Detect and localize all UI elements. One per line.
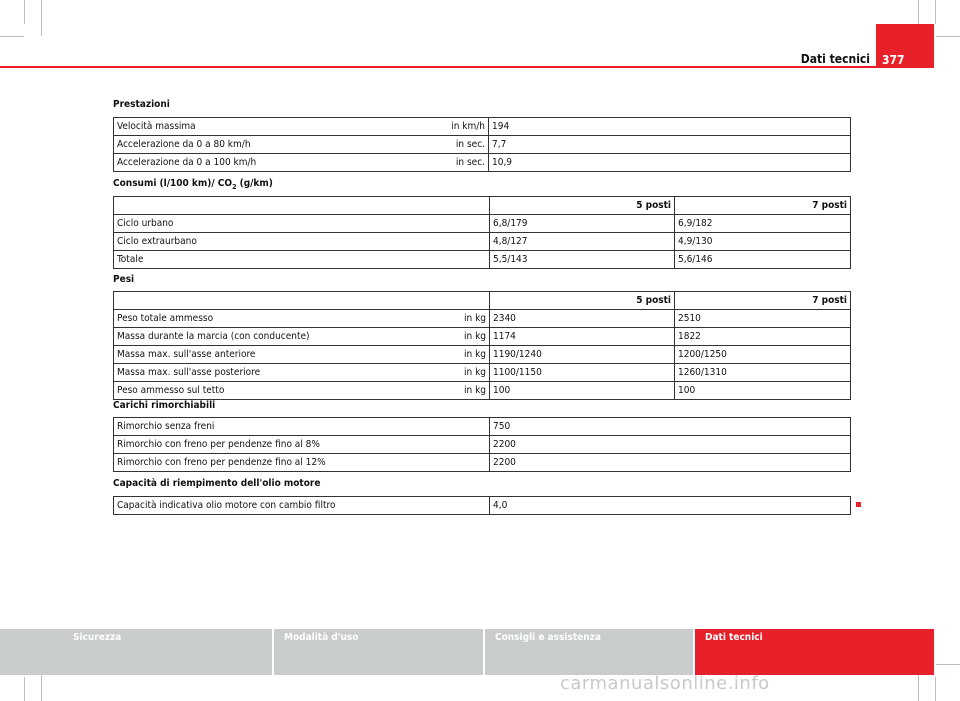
row-label: Peso totale ammesso [114, 310, 423, 328]
row-label: Velocità massima [114, 118, 423, 136]
table-prestazioni [113, 117, 851, 172]
row-value: 750 [490, 418, 851, 436]
row-label: Rimorchio con freno per pendenze fino al 12% [114, 454, 490, 472]
crop-mark [936, 664, 960, 665]
table-consumi [113, 196, 851, 269]
tab-sicurezza[interactable]: Sicurezza [0, 629, 272, 675]
crop-mark [24, 0, 25, 24]
header-5-posti: 5 posti [490, 197, 675, 215]
table-row [114, 154, 851, 172]
row-value: 4,0 [490, 497, 851, 515]
row-value-7: 1822 [675, 328, 851, 346]
table-row [114, 215, 851, 233]
row-value: 194 [489, 118, 851, 136]
tab-modalita-uso[interactable]: Modalità d'uso [274, 629, 483, 675]
row-label: Massa durante la marcia (con conducente) [114, 328, 423, 346]
table-row [114, 251, 851, 269]
table-row [114, 454, 851, 472]
title-end: (g/km) [236, 178, 273, 189]
header-blank [114, 292, 490, 310]
row-unit: in kg [423, 310, 490, 328]
row-value-5: 1174 [490, 328, 675, 346]
header-5-posti: 5 posti [490, 292, 675, 310]
row-unit: in kg [423, 328, 490, 346]
row-value-7: 5,6/146 [675, 251, 851, 269]
row-unit: in kg [423, 382, 490, 400]
row-label: Peso ammesso sul tetto [114, 382, 423, 400]
table-header-row [114, 197, 851, 215]
crop-mark [935, 0, 936, 24]
row-value-5: 2340 [490, 310, 675, 328]
section-title-consumi [113, 178, 273, 191]
row-value-7: 4,9/130 [675, 233, 851, 251]
table-row [114, 310, 851, 328]
section-title-carichi: Carichi rimorchiabili [113, 400, 216, 411]
row-unit: in sec. [422, 136, 489, 154]
page-title: Dati tecnici [800, 52, 870, 66]
row-label: Accelerazione da 0 a 80 km/h [114, 136, 423, 154]
table-row [114, 418, 851, 436]
row-label: Massa max. sull'asse anteriore [114, 346, 423, 364]
section-title-pesi: Pesi [113, 274, 135, 285]
table-row [114, 328, 851, 346]
row-value-7: 6,9/182 [675, 215, 851, 233]
title-main: Consumi (l/100 km)/ CO [113, 178, 233, 189]
row-label: Rimorchio con freno per pendenze fino al 8% [114, 436, 490, 454]
table-row [114, 136, 851, 154]
row-label: Ciclo extraurbano [114, 233, 490, 251]
table-header-row [114, 292, 851, 310]
row-value-5: 6,8/179 [490, 215, 675, 233]
page-number: 377 [876, 24, 934, 68]
table-row [114, 364, 851, 382]
row-value-7: 1260/1310 [675, 364, 851, 382]
row-value-7: 100 [675, 382, 851, 400]
header-7-posti: 7 posti [675, 292, 851, 310]
crop-mark [24, 677, 25, 701]
table-row [114, 233, 851, 251]
section-title-olio: Capacità di riempimento dell'olio motore [113, 478, 321, 489]
row-value-5: 100 [490, 382, 675, 400]
row-value-5: 4,8/127 [490, 233, 675, 251]
table-pesi [113, 291, 851, 400]
title-subscript: 2 [232, 183, 237, 191]
table-row [114, 497, 851, 515]
table-row [114, 436, 851, 454]
row-value-5: 1100/1150 [490, 364, 675, 382]
row-unit: in km/h [422, 118, 489, 136]
row-value: 10,9 [489, 154, 851, 172]
row-label: Massa max. sull'asse posteriore [114, 364, 423, 382]
footer-nav [0, 629, 934, 675]
table-row [114, 382, 851, 400]
crop-mark [936, 36, 960, 37]
crop-mark [0, 36, 24, 37]
crop-mark [935, 677, 936, 701]
table-row [114, 118, 851, 136]
section-title-prestazioni: Prestazioni [113, 99, 170, 110]
header-7-posti: 7 posti [675, 197, 851, 215]
row-label: Totale [114, 251, 490, 269]
row-value: 2200 [490, 454, 851, 472]
row-label: Capacità indicativa olio motore con cambio filtro [114, 497, 490, 515]
row-unit: in kg [423, 364, 490, 382]
row-value: 2200 [490, 436, 851, 454]
tab-dati-tecnici[interactable]: Dati tecnici [695, 629, 934, 675]
table-olio [113, 496, 851, 515]
row-value-5: 5,5/143 [490, 251, 675, 269]
end-marker-icon [856, 502, 861, 507]
row-label: Rimorchio senza freni [114, 418, 490, 436]
row-unit: in kg [423, 346, 490, 364]
row-label: Accelerazione da 0 a 100 km/h [114, 154, 423, 172]
crop-mark [41, 0, 42, 36]
row-value: 7,7 [489, 136, 851, 154]
row-unit: in sec. [422, 154, 489, 172]
row-value-5: 1190/1240 [490, 346, 675, 364]
watermark: carmanualsonline.info [560, 673, 770, 694]
row-label: Ciclo urbano [114, 215, 490, 233]
table-row [114, 346, 851, 364]
table-carichi [113, 417, 851, 472]
row-value-7: 2510 [675, 310, 851, 328]
row-value-7: 1200/1250 [675, 346, 851, 364]
tab-consigli-assistenza[interactable]: Consigli e assistenza [485, 629, 693, 675]
header-rule [0, 66, 934, 68]
header-blank [114, 197, 490, 215]
